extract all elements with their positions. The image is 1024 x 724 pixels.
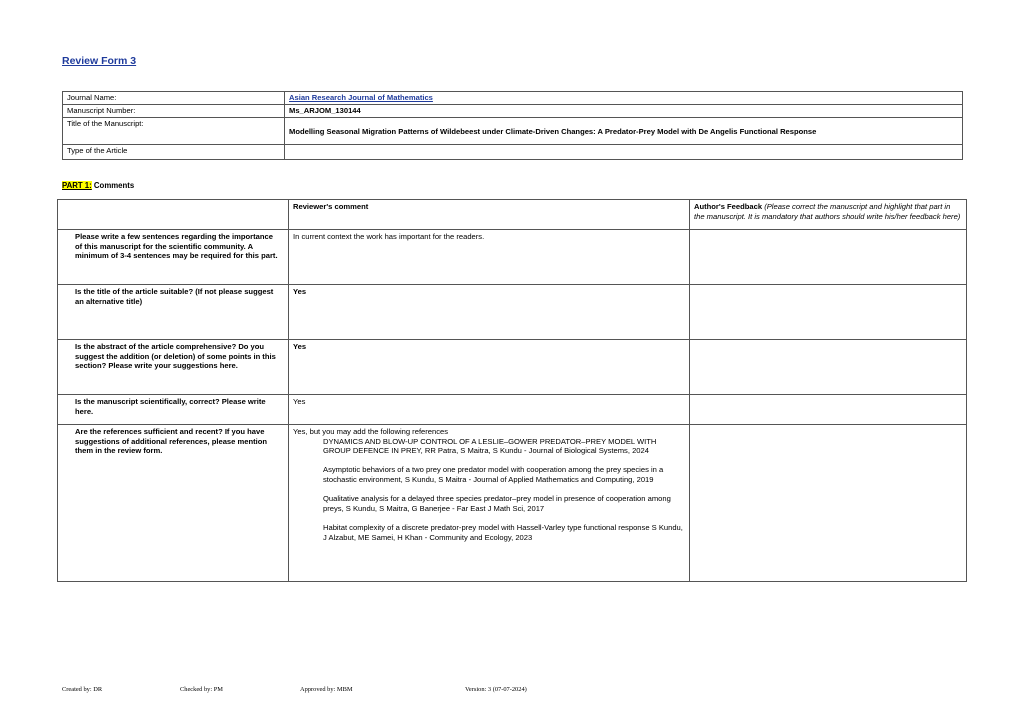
article-type-label: Type of the Article bbox=[63, 145, 285, 160]
manuscript-info-table bbox=[62, 91, 963, 160]
answer-references bbox=[289, 425, 690, 582]
author-feedback-instructions: (Please correct the manuscript and highlight that part in the manuscript. It is mandatory that authors should write his/her feedback here) bbox=[694, 202, 961, 221]
table-row bbox=[58, 285, 967, 340]
footer-approved: Approved by: MBM bbox=[300, 686, 353, 693]
table-row bbox=[58, 340, 967, 395]
author-feedback-title: Author's Feedback bbox=[694, 202, 763, 211]
question-abstract: Is the abstract of the article comprehensive? Do you suggest the addition (or deletion) of some points in this section? Please write your suggestions here. bbox=[58, 340, 289, 395]
part-title: Comments bbox=[93, 181, 135, 190]
part-heading bbox=[62, 181, 134, 190]
part-label: PART 1: bbox=[62, 181, 92, 190]
reference-item: Asymptotic behaviors of a two prey one predator model with cooperation among the prey species in a stochastic environment, S Kundu, S Maitra - Journal of Applied Mathematics and Computing, 2019 bbox=[323, 465, 664, 484]
reference-item: Habitat complexity of a discrete predator-prey model with Hassell-Varley type functional response S Kundu, J Alzabut, ME Samei, H Khan - Community and Ecology, 2023 bbox=[323, 522, 683, 542]
manuscript-title-value: Modelling Seasonal Migration Patterns of Wildebeest under Climate-Driven Changes: A Predator-Prey Model with De Angelis Functional Response bbox=[285, 118, 963, 145]
reviewer-comment-header: Reviewer's comment bbox=[289, 200, 690, 230]
author-feedback-cell[interactable] bbox=[690, 395, 967, 425]
footer-version: Version: 3 (07-07-2024) bbox=[465, 686, 527, 693]
answer-title: Yes bbox=[289, 285, 690, 340]
author-feedback-cell[interactable] bbox=[690, 340, 967, 395]
reference-item: Qualitative analysis for a delayed three species predator–prey model in presence of cooperation among preys, S Kundu, S Maitra, G Banerjee - Far East J Math Sci, 2017 bbox=[323, 494, 671, 513]
references-intro: Yes, but you may add the following references bbox=[293, 427, 449, 436]
answer-scientific: Yes bbox=[289, 395, 690, 425]
question-references: Are the references sufficient and recent? If you have suggestions of additional references, please mention them in the review form. bbox=[58, 425, 289, 582]
journal-name-link[interactable]: Asian Research Journal of Mathematics bbox=[289, 93, 433, 102]
author-feedback-header bbox=[690, 200, 967, 230]
form-title: Review Form 3 bbox=[62, 55, 137, 67]
author-feedback-cell[interactable] bbox=[690, 425, 967, 582]
table-row bbox=[58, 230, 967, 285]
table-row bbox=[58, 425, 967, 582]
reference-item: DYNAMICS AND BLOW-UP CONTROL OF A LESLIE–GOWER PREDATOR–PREY MODEL WITH GROUP DEFENCE IN PREY, RR Patra, S Maitra, S Kundu - Journal of Biological Systems, 2024 bbox=[323, 436, 657, 456]
author-feedback-cell[interactable] bbox=[690, 285, 967, 340]
manuscript-number-label: Manuscript Number: bbox=[63, 105, 285, 118]
answer-abstract: Yes bbox=[289, 340, 690, 395]
footer-created: Created by: DR bbox=[62, 686, 103, 693]
manuscript-title-label: Title of the Manuscript: bbox=[63, 118, 285, 145]
article-type-value bbox=[285, 145, 963, 160]
question-importance: Please write a few sentences regarding the importance of this manuscript for the scientific community. A minimum of 3-4 sentences may be required for this part. bbox=[58, 230, 289, 285]
reference-list bbox=[293, 437, 685, 543]
review-comments-table bbox=[57, 199, 967, 582]
question-title: Is the title of the article suitable? (If not please suggest an alternative title) bbox=[58, 285, 289, 340]
journal-name-label: Journal Name: bbox=[63, 92, 285, 105]
question-scientific: Is the manuscript scientifically, correct? Please write here. bbox=[58, 395, 289, 425]
table-row bbox=[58, 395, 967, 425]
header-empty-cell bbox=[58, 200, 289, 230]
answer-importance: In current context the work has important for the readers. bbox=[289, 230, 690, 285]
table-header-row bbox=[58, 200, 967, 230]
footer-checked: Checked by: PM bbox=[180, 686, 223, 693]
manuscript-number-value: Ms_ARJOM_130144 bbox=[285, 105, 963, 118]
author-feedback-cell[interactable] bbox=[690, 230, 967, 285]
